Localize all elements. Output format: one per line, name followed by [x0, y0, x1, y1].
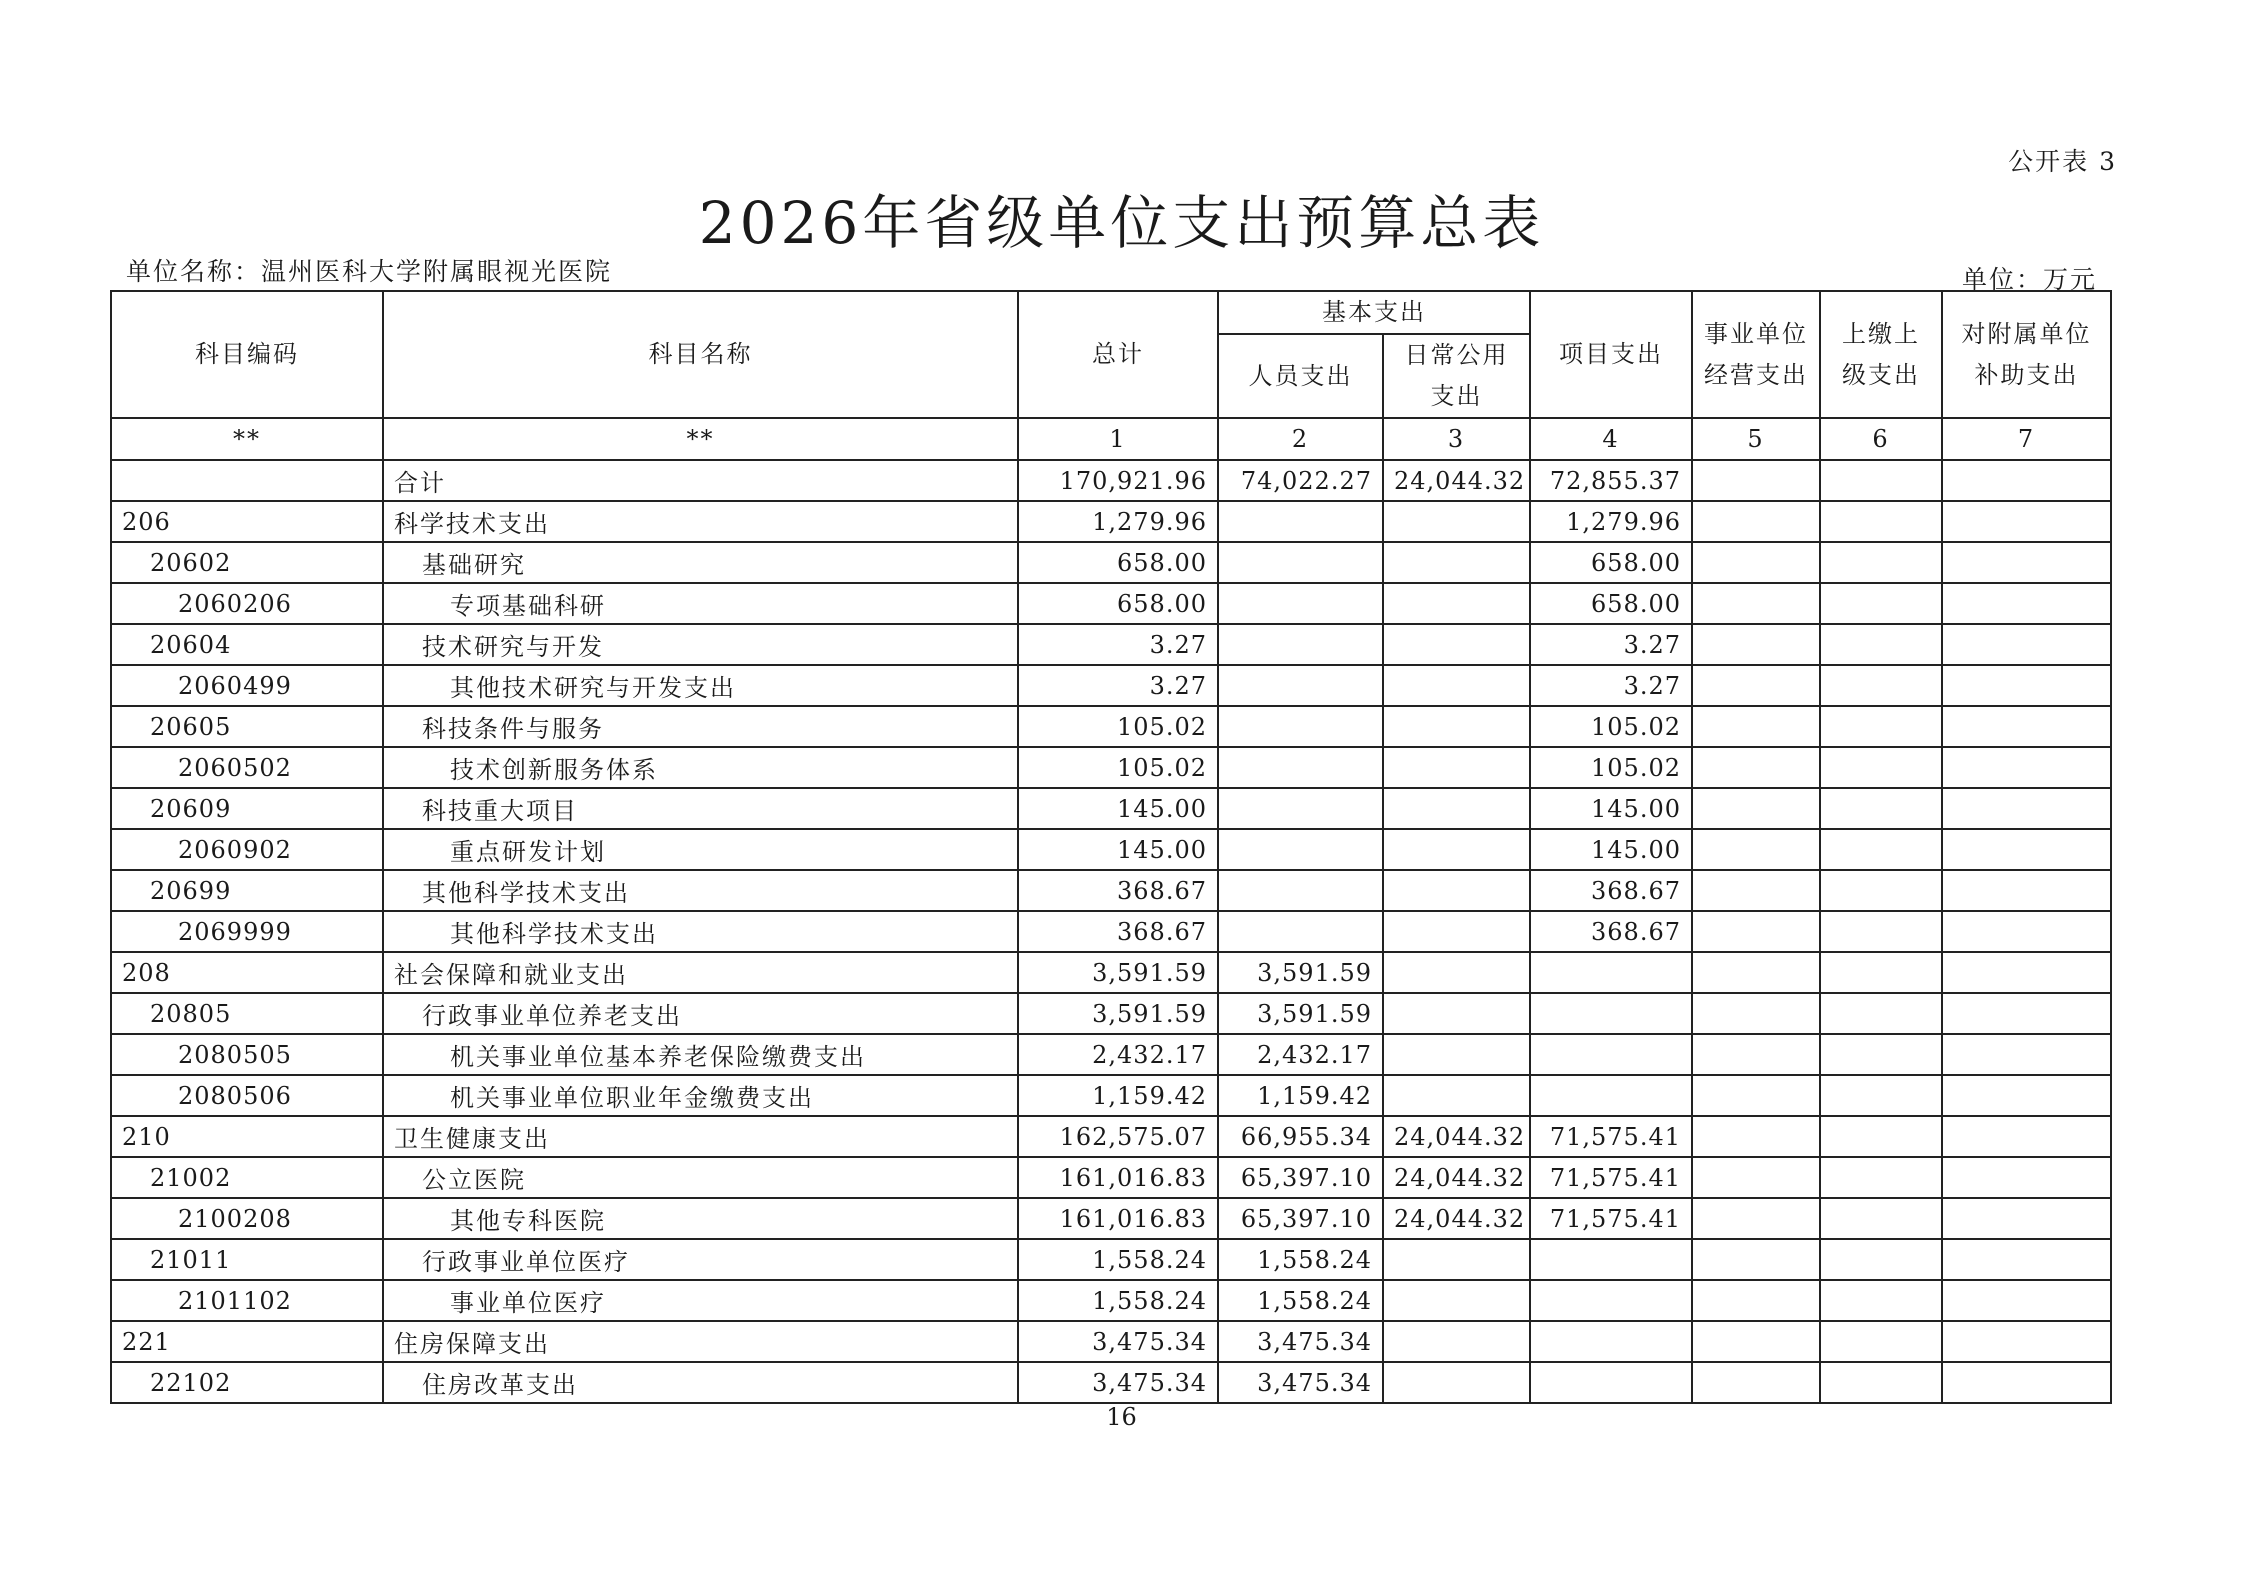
daily-cell [1383, 1239, 1530, 1280]
subsidy-cell [1942, 501, 2111, 542]
table-row [111, 706, 2111, 747]
name-cell: 社会保障和就业支出 [383, 952, 1018, 993]
business-cell [1692, 665, 1820, 706]
business-cell [1692, 460, 1820, 501]
upper-cell [1820, 583, 1942, 624]
daily-cell [1383, 1034, 1530, 1075]
upper-cell [1820, 911, 1942, 952]
total-cell: 368.67 [1018, 911, 1218, 952]
business-cell [1692, 1280, 1820, 1321]
personnel-cell: 1,558.24 [1218, 1280, 1383, 1321]
name-cell: 其他科学技术支出 [383, 870, 1018, 911]
name-cell: 事业单位医疗 [383, 1280, 1018, 1321]
table-row [111, 747, 2111, 788]
header-name: 科目名称 [383, 291, 1018, 418]
upper-cell [1820, 747, 1942, 788]
code-cell: 2060499 [111, 665, 383, 706]
project-cell [1530, 1075, 1692, 1116]
table-row [111, 542, 2111, 583]
table-row [111, 624, 2111, 665]
subsidy-cell [1942, 952, 2111, 993]
project-cell: 105.02 [1530, 747, 1692, 788]
subsidy-cell [1942, 870, 2111, 911]
subsidy-cell [1942, 1362, 2111, 1403]
total-cell: 3,591.59 [1018, 993, 1218, 1034]
daily-cell [1383, 952, 1530, 993]
header-daily: 日常公用支出 [1383, 334, 1530, 418]
table-row [111, 1362, 2111, 1403]
business-cell [1692, 1239, 1820, 1280]
code-cell: 20605 [111, 706, 383, 747]
business-cell [1692, 1075, 1820, 1116]
upper-cell [1820, 1239, 1942, 1280]
table-row [111, 460, 2111, 501]
name-cell: 住房改革支出 [383, 1362, 1018, 1403]
upper-cell [1820, 1116, 1942, 1157]
daily-cell [1383, 583, 1530, 624]
code-cell: 21011 [111, 1239, 383, 1280]
upper-cell [1820, 829, 1942, 870]
subsidy-cell [1942, 1239, 2111, 1280]
name-cell: 基础研究 [383, 542, 1018, 583]
business-cell [1692, 911, 1820, 952]
project-cell: 658.00 [1530, 583, 1692, 624]
total-cell: 3,591.59 [1018, 952, 1218, 993]
daily-cell: 24,044.32 [1383, 1198, 1530, 1239]
code-cell: 2060502 [111, 747, 383, 788]
index-cell: 2 [1218, 418, 1383, 460]
table-row [111, 1239, 2111, 1280]
name-cell: 技术创新服务体系 [383, 747, 1018, 788]
upper-cell [1820, 501, 1942, 542]
personnel-cell: 3,475.34 [1218, 1321, 1383, 1362]
budget-table [110, 290, 2112, 1404]
upper-cell [1820, 542, 1942, 583]
upper-cell [1820, 1034, 1942, 1075]
name-cell: 合计 [383, 460, 1018, 501]
header-code: 科目编码 [111, 291, 383, 418]
header-business: 事业单位经营支出 [1692, 291, 1820, 418]
personnel-cell: 1,159.42 [1218, 1075, 1383, 1116]
name-cell: 住房保障支出 [383, 1321, 1018, 1362]
subsidy-cell [1942, 583, 2111, 624]
upper-cell [1820, 993, 1942, 1034]
total-cell: 658.00 [1018, 583, 1218, 624]
index-cell: 3 [1383, 418, 1530, 460]
subsidy-cell [1942, 788, 2111, 829]
project-cell: 368.67 [1530, 911, 1692, 952]
total-cell: 368.67 [1018, 870, 1218, 911]
personnel-cell: 2,432.17 [1218, 1034, 1383, 1075]
header-upper: 上缴上级支出 [1820, 291, 1942, 418]
business-cell [1692, 993, 1820, 1034]
business-cell [1692, 952, 1820, 993]
daily-cell [1383, 542, 1530, 583]
project-cell: 3.27 [1530, 624, 1692, 665]
business-cell [1692, 870, 1820, 911]
subsidy-cell [1942, 1280, 2111, 1321]
subsidy-cell [1942, 1198, 2111, 1239]
daily-cell [1383, 911, 1530, 952]
code-cell: 2069999 [111, 911, 383, 952]
table-row [111, 1075, 2111, 1116]
subsidy-cell [1942, 993, 2111, 1034]
table-row [111, 1198, 2111, 1239]
business-cell [1692, 747, 1820, 788]
upper-cell [1820, 1075, 1942, 1116]
project-cell: 145.00 [1530, 788, 1692, 829]
daily-cell [1383, 1280, 1530, 1321]
index-cell: 7 [1942, 418, 2111, 460]
name-cell: 其他科学技术支出 [383, 911, 1018, 952]
total-cell: 3.27 [1018, 624, 1218, 665]
upper-cell [1820, 460, 1942, 501]
personnel-cell: 3,591.59 [1218, 952, 1383, 993]
code-cell: 208 [111, 952, 383, 993]
daily-cell [1383, 1075, 1530, 1116]
index-row [111, 418, 2111, 460]
table-row [111, 993, 2111, 1034]
business-cell [1692, 1362, 1820, 1403]
table-row [111, 1157, 2111, 1198]
daily-cell [1383, 1321, 1530, 1362]
personnel-cell: 65,397.10 [1218, 1198, 1383, 1239]
total-cell: 105.02 [1018, 706, 1218, 747]
total-cell: 161,016.83 [1018, 1198, 1218, 1239]
personnel-cell [1218, 542, 1383, 583]
code-cell: 21002 [111, 1157, 383, 1198]
code-cell: 22102 [111, 1362, 383, 1403]
code-cell: 20699 [111, 870, 383, 911]
name-cell: 技术研究与开发 [383, 624, 1018, 665]
daily-cell [1383, 1362, 1530, 1403]
name-cell: 公立医院 [383, 1157, 1018, 1198]
total-cell: 658.00 [1018, 542, 1218, 583]
business-cell [1692, 1321, 1820, 1362]
daily-cell: 24,044.32 [1383, 1116, 1530, 1157]
table-row [111, 788, 2111, 829]
business-cell [1692, 624, 1820, 665]
name-cell: 机关事业单位基本养老保险缴费支出 [383, 1034, 1018, 1075]
total-cell: 161,016.83 [1018, 1157, 1218, 1198]
code-cell: 20602 [111, 542, 383, 583]
project-cell: 105.02 [1530, 706, 1692, 747]
daily-cell [1383, 665, 1530, 706]
code-cell: 221 [111, 1321, 383, 1362]
personnel-cell [1218, 665, 1383, 706]
personnel-cell: 65,397.10 [1218, 1157, 1383, 1198]
business-cell [1692, 583, 1820, 624]
subsidy-cell [1942, 1075, 2111, 1116]
project-cell: 71,575.41 [1530, 1198, 1692, 1239]
code-cell: 2080505 [111, 1034, 383, 1075]
table-reference: 公开表 3 [2008, 147, 2117, 176]
daily-cell [1383, 706, 1530, 747]
upper-cell [1820, 952, 1942, 993]
code-cell [111, 460, 383, 501]
table-row [111, 1280, 2111, 1321]
personnel-cell: 1,558.24 [1218, 1239, 1383, 1280]
upper-cell [1820, 1157, 1942, 1198]
total-cell: 2,432.17 [1018, 1034, 1218, 1075]
daily-cell [1383, 993, 1530, 1034]
index-cell: 4 [1530, 418, 1692, 460]
total-cell: 1,558.24 [1018, 1280, 1218, 1321]
subsidy-cell [1942, 542, 2111, 583]
code-cell: 20805 [111, 993, 383, 1034]
upper-cell [1820, 706, 1942, 747]
business-cell [1692, 829, 1820, 870]
name-cell: 科技重大项目 [383, 788, 1018, 829]
index-cell: ** [111, 418, 383, 460]
subsidy-cell [1942, 624, 2111, 665]
code-cell: 210 [111, 1116, 383, 1157]
daily-cell [1383, 788, 1530, 829]
table-row [111, 501, 2111, 542]
name-cell: 科技条件与服务 [383, 706, 1018, 747]
subsidy-cell [1942, 665, 2111, 706]
subsidy-cell [1942, 1116, 2111, 1157]
name-cell: 行政事业单位医疗 [383, 1239, 1018, 1280]
table-body [111, 418, 2111, 1403]
name-cell: 其他专科医院 [383, 1198, 1018, 1239]
business-cell [1692, 1198, 1820, 1239]
code-cell: 2080506 [111, 1075, 383, 1116]
upper-cell [1820, 624, 1942, 665]
project-cell [1530, 1034, 1692, 1075]
upper-cell [1820, 788, 1942, 829]
code-cell: 20609 [111, 788, 383, 829]
subsidy-cell [1942, 747, 2111, 788]
project-cell: 145.00 [1530, 829, 1692, 870]
project-cell [1530, 952, 1692, 993]
total-cell: 145.00 [1018, 829, 1218, 870]
index-cell: 5 [1692, 418, 1820, 460]
total-cell: 3.27 [1018, 665, 1218, 706]
name-cell: 重点研发计划 [383, 829, 1018, 870]
project-cell: 3.27 [1530, 665, 1692, 706]
table-header [111, 291, 2111, 418]
table-row [111, 583, 2111, 624]
header-basic: 基本支出 [1218, 291, 1530, 334]
table-row [111, 665, 2111, 706]
daily-cell [1383, 747, 1530, 788]
daily-cell [1383, 501, 1530, 542]
personnel-cell [1218, 747, 1383, 788]
header-project: 项目支出 [1530, 291, 1692, 418]
personnel-cell: 3,475.34 [1218, 1362, 1383, 1403]
upper-cell [1820, 1198, 1942, 1239]
table-row [111, 1321, 2111, 1362]
project-cell [1530, 1239, 1692, 1280]
daily-cell [1383, 829, 1530, 870]
total-cell: 170,921.96 [1018, 460, 1218, 501]
table-row [111, 952, 2111, 993]
total-cell: 1,558.24 [1018, 1239, 1218, 1280]
project-cell [1530, 1280, 1692, 1321]
upper-cell [1820, 1321, 1942, 1362]
code-cell: 2060902 [111, 829, 383, 870]
table-row [111, 1034, 2111, 1075]
name-cell: 行政事业单位养老支出 [383, 993, 1018, 1034]
project-cell [1530, 1321, 1692, 1362]
code-cell: 2060206 [111, 583, 383, 624]
business-cell [1692, 788, 1820, 829]
business-cell [1692, 1157, 1820, 1198]
personnel-cell [1218, 583, 1383, 624]
total-cell: 162,575.07 [1018, 1116, 1218, 1157]
subsidy-cell [1942, 1034, 2111, 1075]
unit-name: 单位名称：温州医科大学附属眼视光医院 [126, 257, 613, 286]
project-cell [1530, 993, 1692, 1034]
subsidy-cell [1942, 706, 2111, 747]
page-title: 2026年省级单位支出预算总表 [698, 189, 1545, 257]
personnel-cell [1218, 829, 1383, 870]
header-total: 总计 [1018, 291, 1218, 418]
personnel-cell [1218, 870, 1383, 911]
currency-unit: 单位：万元 [1961, 265, 2097, 294]
project-cell: 71,575.41 [1530, 1116, 1692, 1157]
business-cell [1692, 1034, 1820, 1075]
personnel-cell: 3,591.59 [1218, 993, 1383, 1034]
project-cell [1530, 1362, 1692, 1403]
personnel-cell [1218, 788, 1383, 829]
personnel-cell [1218, 624, 1383, 665]
personnel-cell: 66,955.34 [1218, 1116, 1383, 1157]
daily-cell [1383, 624, 1530, 665]
project-cell: 658.00 [1530, 542, 1692, 583]
name-cell: 专项基础科研 [383, 583, 1018, 624]
subsidy-cell [1942, 1157, 2111, 1198]
index-cell: ** [383, 418, 1018, 460]
total-cell: 3,475.34 [1018, 1362, 1218, 1403]
personnel-cell [1218, 501, 1383, 542]
subsidy-cell [1942, 911, 2111, 952]
business-cell [1692, 542, 1820, 583]
code-cell: 206 [111, 501, 383, 542]
total-cell: 3,475.34 [1018, 1321, 1218, 1362]
personnel-cell [1218, 706, 1383, 747]
table-row [111, 1116, 2111, 1157]
name-cell: 机关事业单位职业年金缴费支出 [383, 1075, 1018, 1116]
personnel-cell: 74,022.27 [1218, 460, 1383, 501]
code-cell: 2101102 [111, 1280, 383, 1321]
total-cell: 145.00 [1018, 788, 1218, 829]
business-cell [1692, 1116, 1820, 1157]
project-cell: 71,575.41 [1530, 1157, 1692, 1198]
code-cell: 20604 [111, 624, 383, 665]
total-cell: 105.02 [1018, 747, 1218, 788]
upper-cell [1820, 665, 1942, 706]
header-subsidy: 对附属单位补助支出 [1942, 291, 2111, 418]
daily-cell: 24,044.32 [1383, 460, 1530, 501]
table-row [111, 829, 2111, 870]
total-cell: 1,159.42 [1018, 1075, 1218, 1116]
name-cell: 科学技术支出 [383, 501, 1018, 542]
upper-cell [1820, 870, 1942, 911]
business-cell [1692, 706, 1820, 747]
personnel-cell [1218, 911, 1383, 952]
name-cell: 卫生健康支出 [383, 1116, 1018, 1157]
subsidy-cell [1942, 460, 2111, 501]
daily-cell: 24,044.32 [1383, 1157, 1530, 1198]
index-cell: 6 [1820, 418, 1942, 460]
total-cell: 1,279.96 [1018, 501, 1218, 542]
subsidy-cell [1942, 829, 2111, 870]
name-cell: 其他技术研究与开发支出 [383, 665, 1018, 706]
upper-cell [1820, 1280, 1942, 1321]
subsidy-cell [1942, 1321, 2111, 1362]
project-cell: 1,279.96 [1530, 501, 1692, 542]
daily-cell [1383, 870, 1530, 911]
table-row [111, 911, 2111, 952]
table-row [111, 870, 2111, 911]
business-cell [1692, 501, 1820, 542]
code-cell: 2100208 [111, 1198, 383, 1239]
project-cell: 368.67 [1530, 870, 1692, 911]
index-cell: 1 [1018, 418, 1218, 460]
project-cell: 72,855.37 [1530, 460, 1692, 501]
header-personnel: 人员支出 [1218, 334, 1383, 418]
page-number: 16 [1106, 1403, 1137, 1431]
upper-cell [1820, 1362, 1942, 1403]
